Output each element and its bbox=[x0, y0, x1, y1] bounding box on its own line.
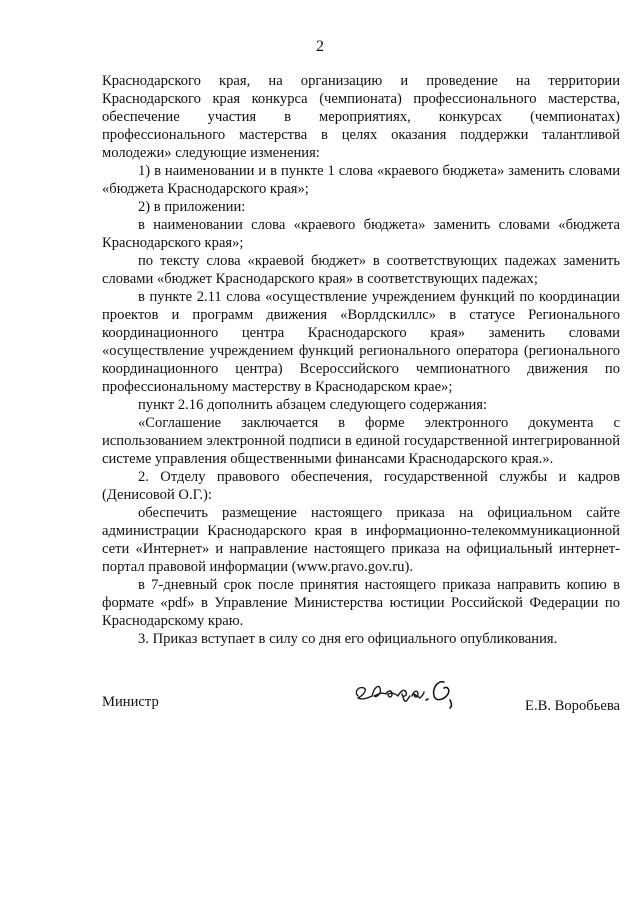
paragraph-point-2-11: в пункте 2.11 слова «осуществление учреждением функций по координации проектов и программ движения «Ворлдскиллс» в статусе Регионального координационного центра Краснодарского края» заменить словами «осуществление учреждением функций регионального оператора (регионального координационного центра) Всероссийского чемпионатного движения по профессиональному мастерству в Краснодарском крае»; bbox=[102, 289, 620, 395]
paragraph-name-change: в наименовании слова «краевого бюджета» заменить словами «бюджета Краснодарского края»; bbox=[102, 217, 620, 251]
page-number: 2 bbox=[316, 38, 324, 55]
paragraph-agreement-quote: «Соглашение заключается в форме электронного документа с использованием электронной подписи в единой государственной интегрированной системе управления общественными финансами Краснодарского края.». bbox=[102, 415, 620, 467]
paragraph-item-1: 1) в наименовании и в пункте 1 слова «краевого бюджета» заменить словами «бюджета Краснодарского края»; bbox=[102, 163, 620, 197]
handwritten-signature bbox=[352, 674, 462, 710]
signer-title: Министр bbox=[102, 694, 159, 710]
paragraph-effective-date: 3. Приказ вступает в силу со дня его официального опубликования. bbox=[138, 631, 558, 647]
paragraph-point-2-16: пункт 2.16 дополнить абзацем следующего содержания: bbox=[138, 397, 488, 413]
paragraph-item-legal-dept: 2. Отделу правового обеспечения, государственной службы и кадров (Денисовой О.Г.): bbox=[102, 469, 620, 503]
paragraph-text-change: по тексту слова «краевой бюджет» в соответствующих падежах заменить словами «бюджет Краснодарского края» в соответствующих падежах; bbox=[102, 253, 620, 287]
document-body bbox=[102, 72, 620, 648]
paragraph-justice-copy: в 7-дневный срок после принятия настоящего приказа направить копию в формате «pdf» в Управление Министерства юстиции Российской Федерации по Краснодарскому краю. bbox=[102, 577, 620, 629]
paragraph-publication: обеспечить размещение настоящего приказа на официальном сайте администрации Краснодарского края в информационно-телекоммуникационной сети «Интернет» и направление настоящего приказа на официальный интернет-портал правовой информации (www.pravo.gov.ru). bbox=[102, 505, 620, 575]
signer-name: Е.В. Воробьева bbox=[525, 698, 620, 714]
signature-block bbox=[102, 690, 620, 720]
paragraph-continuation: Краснодарского края, на организацию и проведение на территории Краснодарского края конкурса (чемпионата) профессионального мастерства, обеспечение участия в мероприятиях, конкурсах (чемпионатах) профессионального мастерства в целях оказания поддержки талантливой молодежи» следующие изменения: bbox=[102, 73, 620, 161]
paragraph-item-2: 2) в приложении: bbox=[138, 199, 246, 215]
